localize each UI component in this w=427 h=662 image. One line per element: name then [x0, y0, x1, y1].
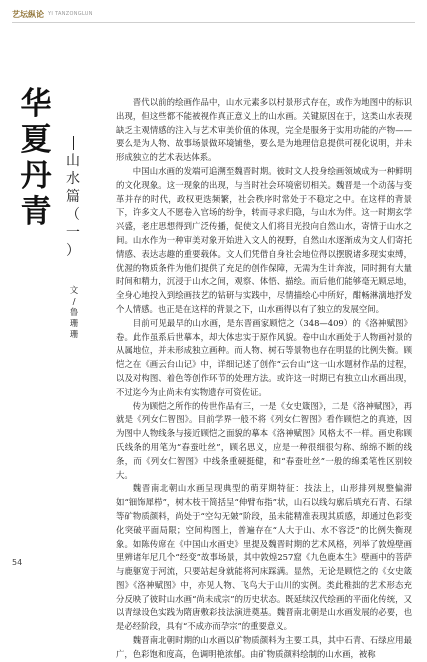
article-title [18, 86, 54, 230]
title-block [18, 86, 96, 346]
author-char: / [72, 297, 76, 307]
section-name: 艺坛纵论 [12, 8, 44, 19]
article-body [116, 96, 412, 662]
subtitle-char: 山 [66, 153, 80, 169]
subtitle-char: （ [66, 207, 80, 223]
author-char: 珊 [69, 319, 79, 329]
body-paragraph: 晋代以前的绘画作品中，山水元素多以村景形式存在，或作为地图中的标识出现，但这些都不能被视作真正意义上的山水画。关键原因在于，这类山水表现缺乏主观情感的注入与艺术审美价值的体现，完全是服务于实用功能的产物——要么是为人物、故事场景做环境铺垫，要么是为地理信息提供可视化说明，并未形成独立的艺术表达体系。 [116, 97, 412, 163]
subtitle-dash [64, 134, 82, 152]
section-pinyin: YI TANZONGLUN [48, 11, 93, 17]
body-paragraph: 目前可见最早的山水画，是东晋画家顾恺之（348—409）的《洛神赋图》卷。此作虽系后世摹本，却大体忠实于原作风貌。卷中山水画处于人物画衬景的从属地位，并未形成独立画种。而人物、树石等景物也存在明显的比例失衡。顾恺之在《画云台山记》中，详细记述了创作“云台山”这一山水题材作品的过程，以及对构图、着色等创作环节的处理方法。或许这一时期已有独立山水画出现，不过迄今为止尚未有实物遗存可资佐证。 [116, 317, 412, 397]
header-rule [12, 22, 415, 23]
body-paragraph: 中国山水画的发端可追溯至魏晋时期。彼时文人投身绘画领域成为一种鲜明的文化现象。这一现象的出现，与当时社会环境密切相关。魏晋是一个动荡与变革并存的时代，政权更迭频繁，社会秩序时常处于不稳定之中。在这样的背景下，许多文人不愿卷入官场的纷争，转而寻求归隐，与山水为伴。这一时期玄学兴盛，老庄思想得到广泛传播，促使文人们将目光投向自然山水，寄情于山水之间。山水作为一种审美对象开始进入文人的视野，自然山水逐渐成为文人们寄托情感、表达志趣的重要载体。文人们凭借自身社会地位得以摆脱诸多现实束缚，优渥的物质条件为他们提供了充足的创作保障，无需为生计奔波，同时拥有大量时间和精力，沉浸于山水之间，观察、体悟、描绘。而后他们能够毫无顾忌地，全身心地投入到绘画技艺的钻研与实践中，尽情描绘心中所好，酣畅淋漓地抒发个人情感。也正是在这样的背景之下，山水画得以有了独立的发展空间。 [116, 165, 412, 314]
column-header [12, 8, 93, 20]
subtitle-char: 篇 [66, 189, 80, 205]
author-char: 文 [69, 286, 79, 296]
body-paragraph: 魏晋南北朝时期的山水画以矿物质颜料为主要工具，其中石青、石绿应用最广，色彩饱和度高，色调明艳浓郁。由矿物质颜料绘制的山水画，被称 [116, 635, 412, 659]
title-char: 华 [20, 86, 52, 122]
subtitle-char: 水 [66, 171, 80, 187]
title-char: 夏 [20, 122, 52, 158]
title-char: 丹 [20, 158, 52, 194]
page-number: 54 [12, 558, 23, 567]
title-char: 青 [20, 194, 52, 230]
author-char: 珊 [69, 330, 79, 340]
author-char: 鲁 [69, 308, 79, 318]
article-author [68, 286, 80, 341]
body-paragraph: 魏晋南北朝山水画呈现典型的萌芽期特征：技法上，山形排列规整偏滞如“钿饰犀栉”，树木枝干简括呈“伸臂布指”状，山石以线勾廓后填充石青、石绿等矿物质颜料，尚处于“空勾无皴”阶段，虽未能精准表现其质感，却通过色彩变化突破平面局限；空间构图上，普遍存在“人大于山、水不容泛”的比例失衡现象。如陈传席在《中国山水画史》里提及魏晋时期的艺术风格，列举了敦煌壁画里辨诸年尼几个“经变”故事场景，其中敦煌257窟《九色鹿本生》壁画中的菩萨与鹿躯宽于河流，只要站起身就能将河床踩满。显然，无论是顾恺之的《女史箴图》《洛神赋图》中，亦见人物、飞鸟大于山川的实例。类此稚拙的艺术形态充分反映了彼时山水画“尚未成宗”的历史状态。既延续汉代绘画的平面化传统，又以青绿设色实践为隋唐敷彩技法演进奠基。魏晋南北朝是山水画发展的必要，也是必经阶段，具有“不成亦而孕宗”的重要意义。 [116, 483, 412, 632]
subtitle-char: ） [66, 243, 80, 259]
subtitle-char: 一 [66, 225, 80, 241]
article-subtitle [64, 134, 82, 260]
body-paragraph: 传为顾恺之所作的传世作品有三，一是《女史箴图》，二是《洛神赋图》，再就是《列女仁智图》。目前学界一般不将《列女仁智图》看作顾恺之的真迹，因为图中人物线条与接近顾恺之面貌的摹本《洛神赋图》风格太不一样。画史称顾氏线条的用笔为“春蚕吐丝”，顾名思义，应是一种很细很匀称、绵绵不断的线条，而《列女仁智图》中线条重硬挺健，和“春蚕吐丝”一般的绵柔笔性区别较大。 [116, 400, 412, 480]
